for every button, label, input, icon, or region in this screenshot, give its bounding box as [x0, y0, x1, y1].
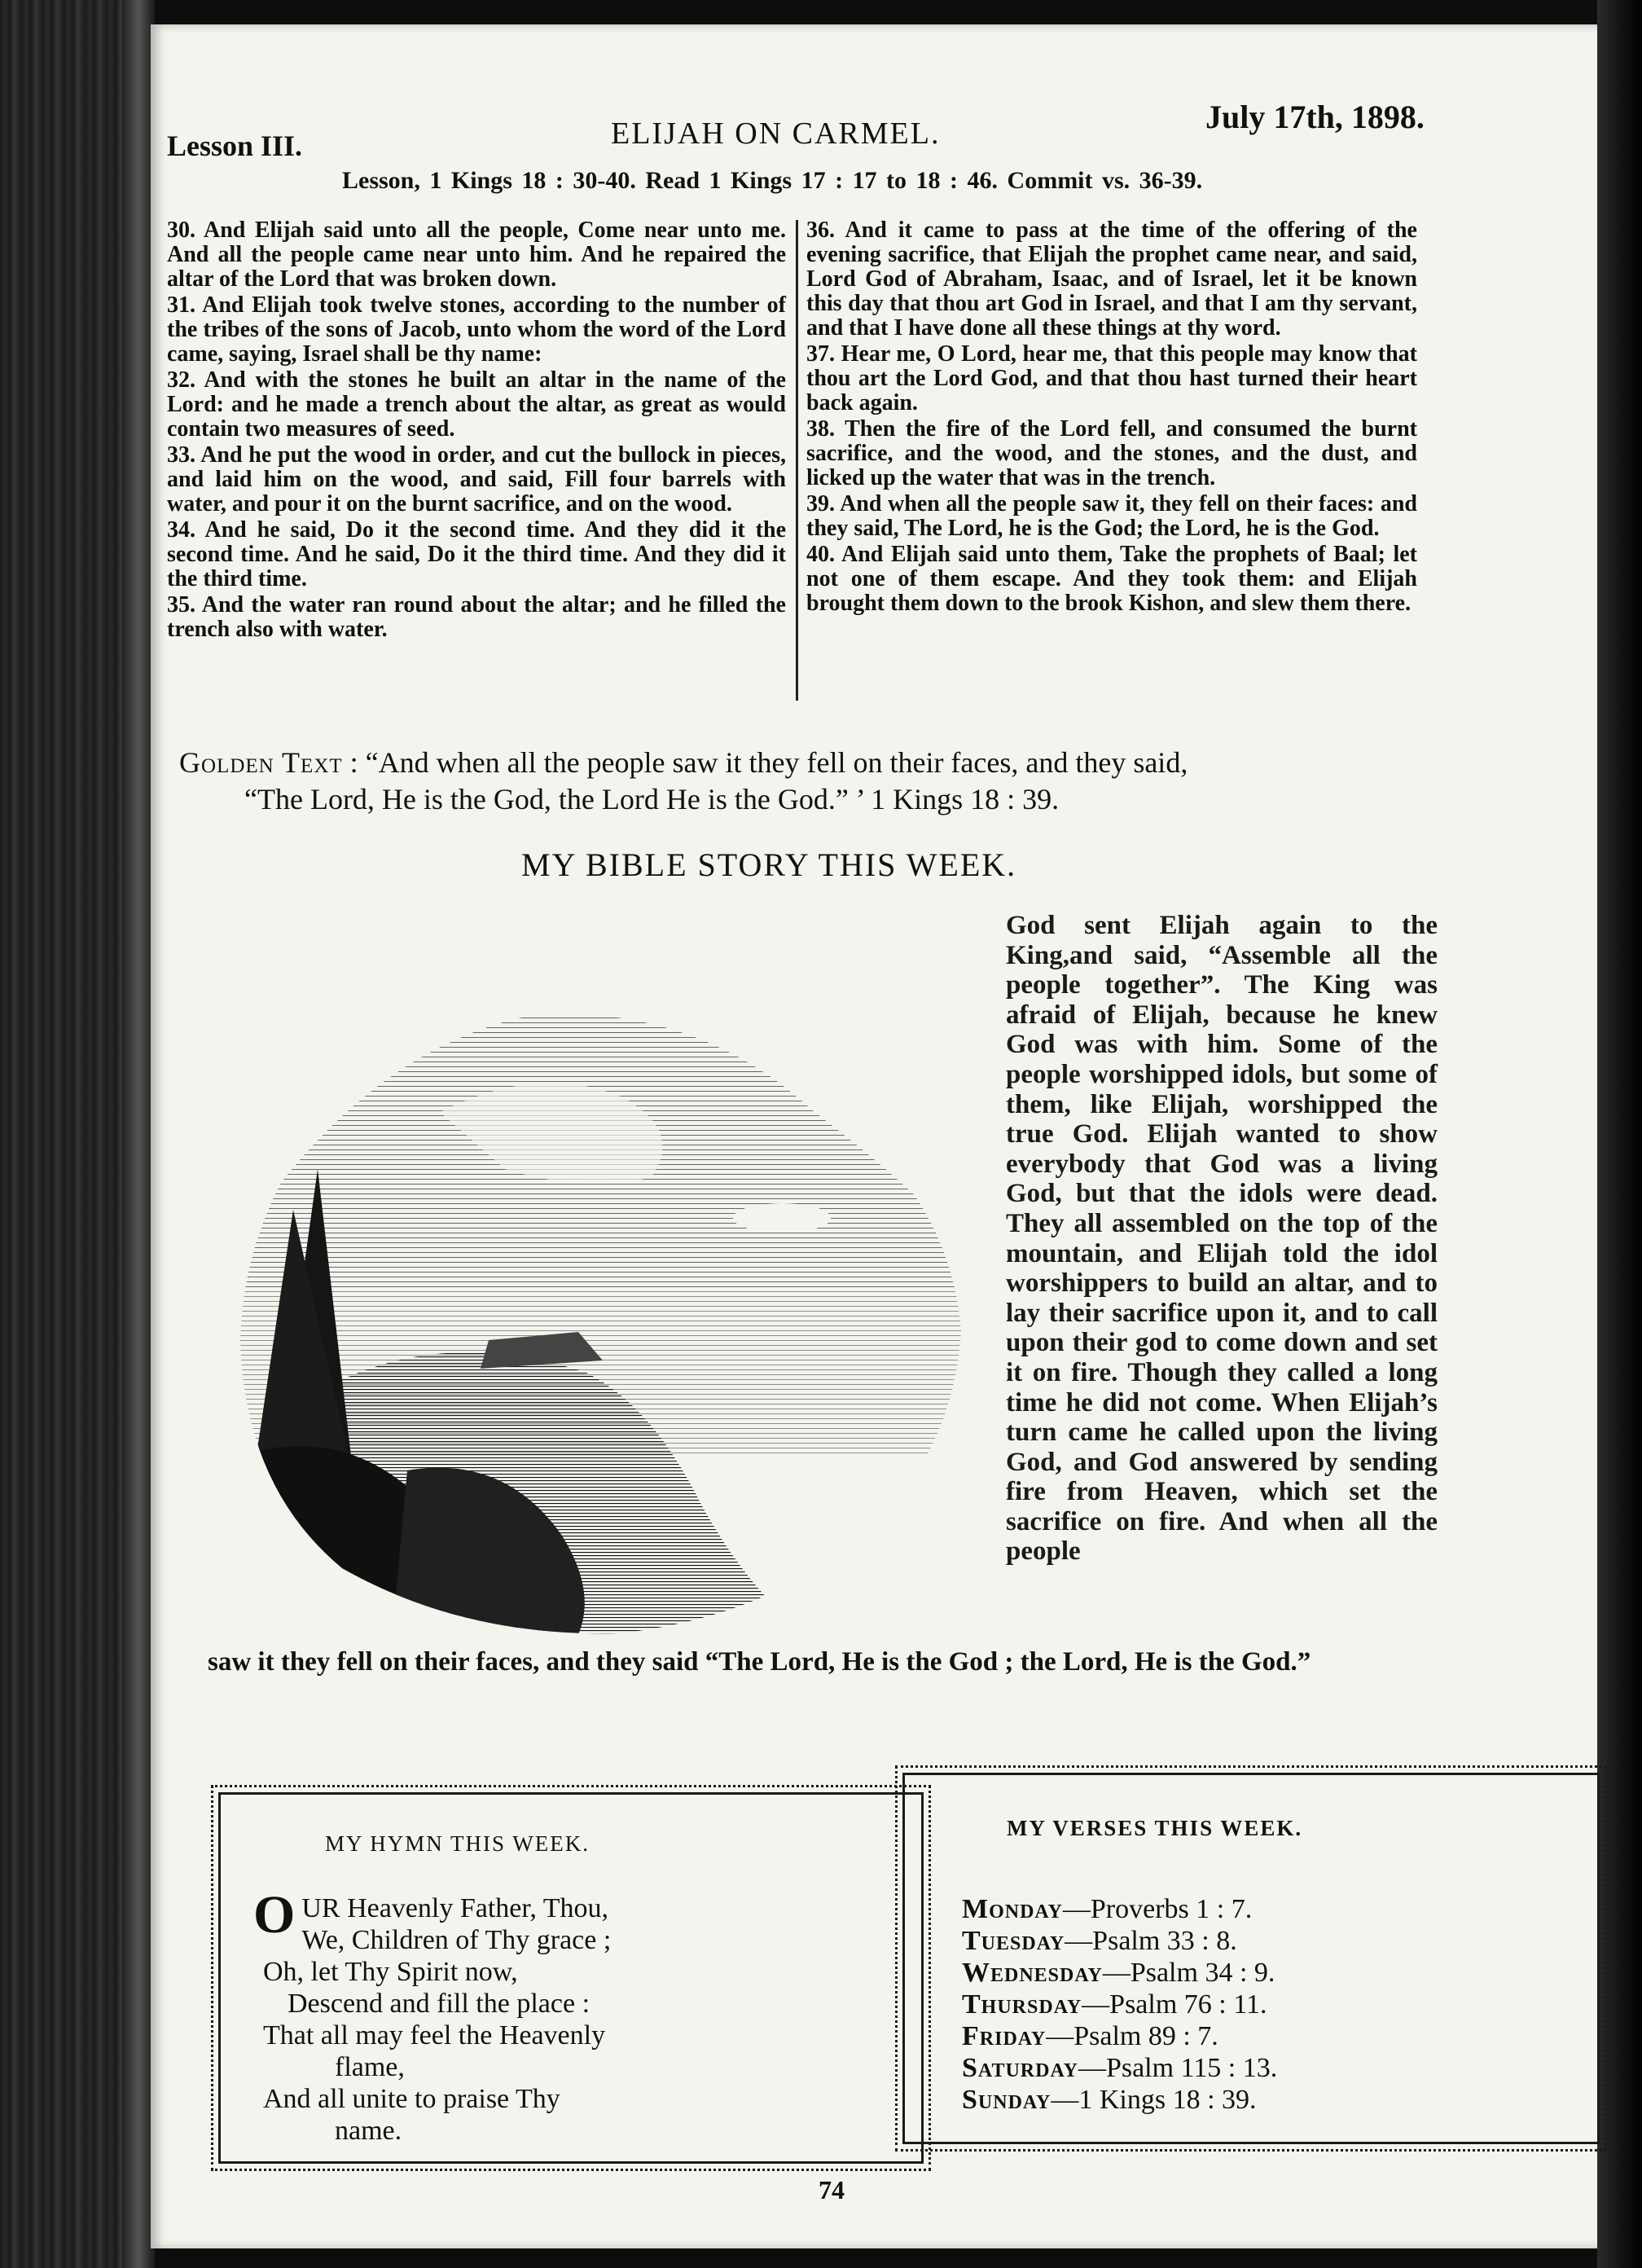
verse: 40. And Elijah said unto them, Take the prophets of Baal; let not one of them escape. And they took them: and Elijah brought them down to the brook Kishon, and slew them there.	[806, 542, 1417, 616]
verses-box	[902, 1773, 1600, 2144]
hymn-line: Oh, let Thy Spirit now,	[263, 1957, 518, 1987]
hymn-box	[218, 1792, 924, 2164]
verse-item: Tuesday—Psalm 33 : 8.	[962, 1926, 1237, 1956]
hymn-text	[253, 1885, 872, 2147]
hymn-line: Descend and fill the place :	[288, 1989, 591, 2019]
verse: 30. And Elijah said unto all the people, Come near unto me. And all the people came near unto him. And he repaired the altar of the Lord that was broken down.	[167, 218, 786, 292]
hymn-line: UR Heavenly Father, Thou,	[301, 1893, 608, 1923]
verse: 32. And with the stones he built an altar in the name of the Lord: and he made a trench about the altar, as great as would contain two measures of seed.	[167, 367, 786, 442]
hymn-title: MY HYMN THIS WEEK.	[325, 1831, 590, 1856]
column-divider	[796, 220, 798, 701]
hymn-line: We, Children of Thy grace ;	[301, 1925, 612, 1955]
scripture-column-left	[167, 218, 786, 644]
lesson-number: Lesson III.	[167, 130, 303, 162]
verse: 38. Then the fire of the Lord fell, and consumed the burnt sacrifice, and the wood, and the stones, and the dust, and licked up the water that was in the trench.	[806, 416, 1418, 490]
verse-item: Sunday—1 Kings 18 : 39.	[962, 2085, 1257, 2115]
story-heading: MY BIBLE STORY THIS WEEK.	[521, 846, 1017, 883]
mount-carmel-engraving	[195, 949, 994, 1650]
hymn-line: name.	[335, 2116, 402, 2146]
golden-text-line1: : “And when all the people saw it they fell on their faces, and they said,	[349, 746, 1188, 779]
verse: 31. And Elijah took twelve stones, according to the number of the tribes of the sons of Jacob, unto whom the word of the Lord came, saying, Israel shall be thy name:	[167, 292, 786, 367]
golden-text	[179, 745, 1450, 780]
hymn-line: flame,	[335, 2052, 405, 2082]
golden-text-line2: “The Lord, He is the God, the Lord He is the God.” ’ 1 Kings 18 : 39.	[244, 783, 1060, 815]
verse: 36. And it came to pass at the time of the offering of the evening sacrifice, that Elijah the prophet came near, and said, Lord God of Abraham, Isaac, and of Israel, let it be known this day that thou art God in Israel, and that I am thy servant, and that I have done all these things at thy word.	[806, 218, 1417, 341]
page-number: 74	[819, 2175, 845, 2204]
verse-item: Thursday—Psalm 76 : 11.	[962, 1989, 1267, 2020]
hymn-line: And all unite to praise Thy	[263, 2084, 560, 2114]
verse: 39. And when all the people saw it, they fell on their faces: and they said, The Lord, he is the God; the Lord, he is the God.	[806, 491, 1417, 541]
hymn-dropcap: O	[253, 1885, 296, 1945]
story-continuation: saw it they fell on their faces, and they said “The Lord, He is the God ; the Lord, He is the God.”	[208, 1647, 1311, 1677]
verse-item: Saturday—Psalm 115 : 13.	[962, 2053, 1278, 2083]
verses-list	[962, 1893, 1277, 2116]
verse: 33. And he put the wood in order, and cut the bullock in pieces, and laid him on the wood, and said, Fill four barrels with water, and pour it on the burnt sacrifice, and on the wood.	[167, 442, 786, 516]
story-body: God sent Elijah again to the King,and said, “Assemble all the people together”. The King was afraid of Elijah, because he knew God was with him. Some of the people worshipped idols, but some of them, like Elijah, worshipped the true God. Elijah wanted to show everybody that God was a living God, but that the idols were dead. They all assembled on the top of the mountain, and Elijah told the idol worshippers to build an altar, and to lay their sacrifice upon it, and to call upon their god to come down and set it on fire. Though they called a long time he did not come. When Elijah’s turn came he called upon the living God, and God answered by sending fire from Heaven, which set the sacrifice on fire. And when all the people	[1006, 911, 1438, 1567]
lesson-reference: Lesson, 1 Kings 18 : 30-40. Read 1 Kings 17 : 17 to 18 : 46. Commit vs. 36-39.	[342, 167, 1203, 194]
lesson-date: July 17th, 1898.	[1205, 99, 1425, 135]
verse-item: Monday—Proverbs 1 : 7.	[962, 1894, 1253, 1924]
scripture-column-right	[806, 218, 1417, 618]
lesson-title: ELIJAH ON CARMEL.	[611, 116, 941, 151]
hymn-line: That all may feel the Heavenly	[263, 2020, 606, 2050]
verse: 35. And the water ran round about the altar; and he filled the trench also with water.	[167, 592, 786, 642]
golden-text-label: Golden Text	[179, 746, 343, 779]
page-edge-shadow	[122, 0, 155, 2268]
verse-item: Wednesday—Psalm 34 : 9.	[962, 1958, 1275, 1988]
right-page-edge	[1597, 0, 1642, 2268]
verse: 37. Hear me, O Lord, hear me, that this people may know that thou art the Lord God, and that thou hast turned their heart back again.	[806, 341, 1417, 415]
verse-item: Friday—Psalm 89 : 7.	[962, 2021, 1218, 2051]
verse: 34. And he said, Do it the second time. And they did it the second time. And he said, Do it the third time. And they did it the third time.	[167, 517, 786, 591]
verses-title: MY VERSES THIS WEEK.	[1007, 1816, 1303, 1840]
